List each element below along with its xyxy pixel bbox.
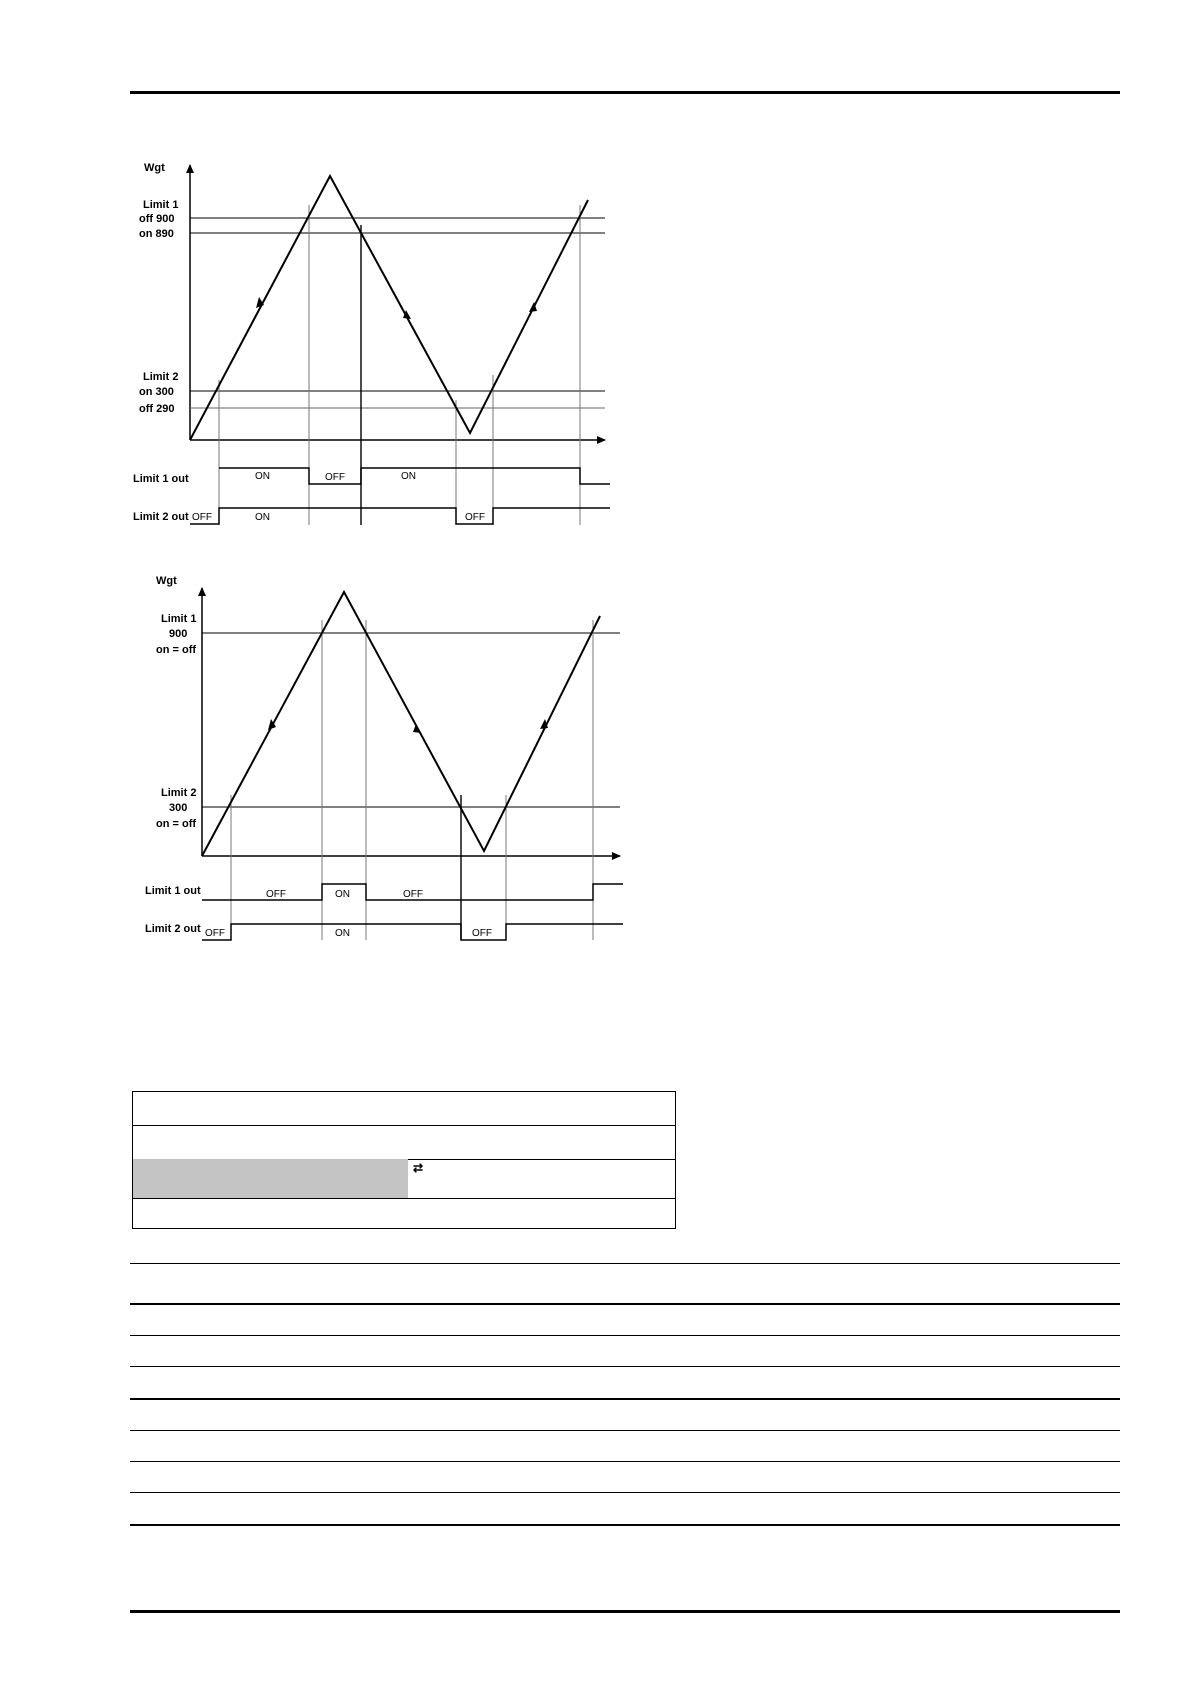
table-row-line [130, 1492, 1120, 1493]
bottom-limit1-note: on = off [156, 644, 197, 656]
top-limit2-title: Limit 2 [143, 371, 179, 383]
top-out1-state-1: ON [255, 471, 270, 482]
info-box-row-2 [133, 1125, 675, 1160]
top-limit2-on-label: on 300 [139, 386, 174, 398]
table-row-line [130, 1461, 1120, 1462]
bottom-out1-label: Limit 1 out [145, 885, 201, 897]
bottom-limit1-title: Limit 1 [161, 613, 197, 625]
bottom-limit2-note: on = off [156, 818, 197, 830]
top-out1-label: Limit 1 out [133, 473, 189, 485]
bottom-y-axis-label: Wgt [156, 575, 177, 587]
top-weight-curve [190, 176, 588, 440]
bottom-out2-signal [202, 924, 623, 940]
top-limit2-off-label: off 290 [139, 403, 175, 415]
bottom-limit1-value: 900 [169, 628, 188, 640]
diagram-top [133, 162, 610, 525]
table-header-line [130, 1303, 1120, 1305]
top-out1-state-2: OFF [325, 472, 345, 483]
bottom-weight-curve [202, 592, 600, 856]
top-out1-state-3: ON [401, 471, 416, 482]
table-row-line [130, 1366, 1120, 1367]
bottom-out2-state-3: OFF [472, 928, 492, 939]
bottom-out2-label: Limit 2 out [145, 923, 201, 935]
info-box-row-3 [133, 1159, 675, 1199]
top-limit1-title: Limit 1 [143, 199, 179, 211]
top-limit1-off-label: off 900 [139, 213, 175, 225]
swap-arrows-icon: ⇄ [413, 1161, 424, 1175]
top-limit1-on-label: on 890 [139, 228, 174, 240]
top-out2-signal [190, 508, 610, 524]
bottom-out2-state-1: OFF [205, 928, 225, 939]
top-y-axis-label: Wgt [144, 162, 165, 174]
top-out2-state-2: ON [255, 512, 270, 523]
info-box-row-1 [133, 1092, 675, 1126]
footer-rule [130, 1610, 1120, 1613]
top-out2-state-3: OFF [465, 512, 485, 523]
bottom-out1-state-1: OFF [266, 889, 286, 900]
table-row-line [130, 1335, 1120, 1336]
bottom-out1-state-3: OFF [403, 889, 423, 900]
bottom-out1-state-2: ON [335, 889, 350, 900]
bottom-limit2-title: Limit 2 [161, 787, 197, 799]
table-top-line [130, 1263, 1120, 1264]
top-out2-label: Limit 2 out [133, 511, 189, 523]
table-row-line [130, 1430, 1120, 1431]
top-crossing-markers [219, 205, 580, 525]
table-row-line [130, 1398, 1120, 1400]
info-box [132, 1091, 676, 1229]
top-out2-state-1: OFF [192, 512, 212, 523]
table-bottom-line [130, 1524, 1120, 1526]
bottom-out2-state-2: ON [335, 928, 350, 939]
bottom-limit2-value: 300 [169, 802, 188, 814]
diagram-bottom [145, 575, 623, 940]
